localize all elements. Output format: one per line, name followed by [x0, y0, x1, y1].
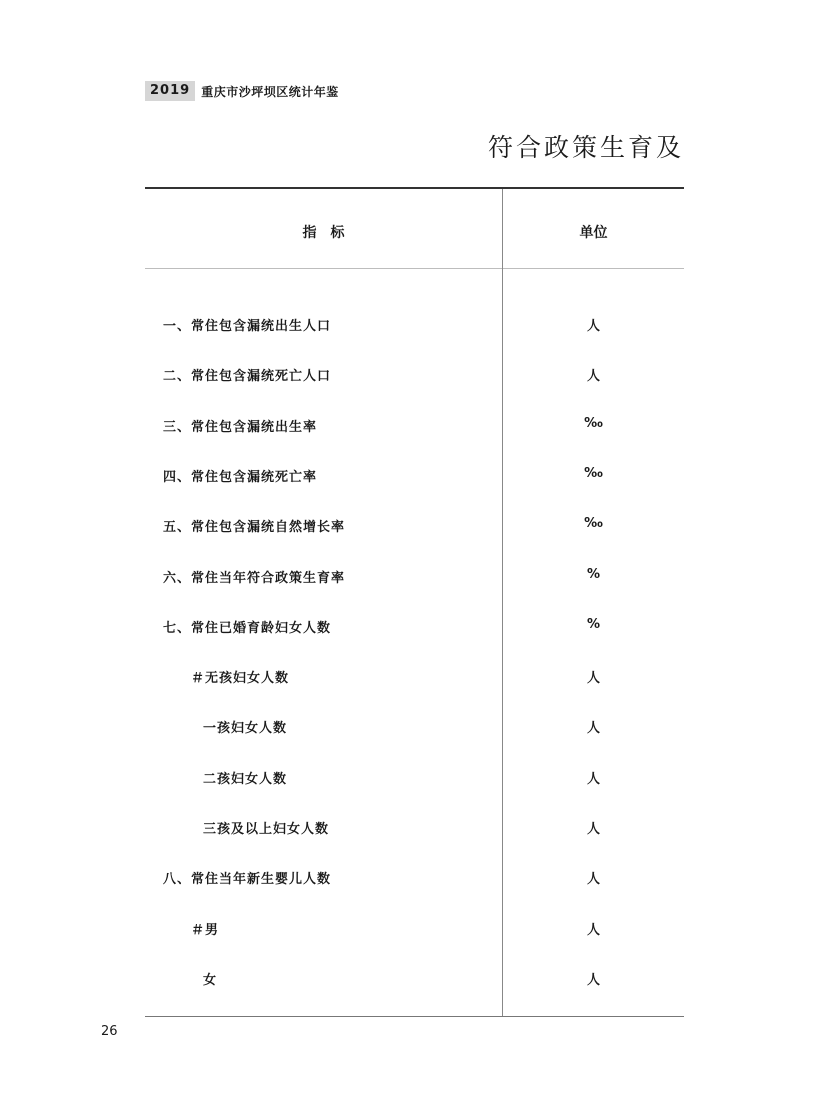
- table-top-rule: [145, 187, 684, 189]
- row-unit: ‰: [584, 415, 603, 431]
- table-row: [0, 466, 816, 488]
- table-row: [0, 667, 816, 689]
- row-unit: ‰: [584, 465, 603, 481]
- row-label: 女: [203, 972, 218, 988]
- row-label: 三孩及以上妇女人数: [203, 822, 330, 837]
- row-label: 六、常住当年符合政策生育率: [163, 570, 346, 586]
- table-row: [0, 516, 816, 538]
- table-row: [0, 365, 816, 387]
- table-row: [0, 617, 816, 639]
- page-number: 26: [101, 1024, 118, 1039]
- row-label: 一孩妇女人数: [203, 721, 288, 737]
- table-row: [0, 717, 816, 739]
- table-row: [0, 416, 816, 438]
- table-row: [0, 919, 816, 941]
- row-label: 五、常住包含漏统自然增长率: [163, 520, 346, 536]
- row-label: 八、常住当年新生婴儿人数: [163, 872, 332, 888]
- column-divider: [502, 189, 503, 1016]
- row-unit: 人: [586, 771, 600, 787]
- column-header-unit: 单位: [579, 225, 608, 241]
- row-label: 一、常住包含漏统出生人口: [163, 319, 332, 334]
- row-unit: 人: [586, 972, 600, 988]
- row-unit: 人: [586, 319, 600, 334]
- header-year: 2019: [145, 81, 195, 101]
- row-unit: %: [586, 566, 601, 582]
- table-row: [0, 315, 816, 337]
- table-row: [0, 768, 816, 790]
- row-label: ＃男: [191, 922, 220, 938]
- row-label: ＃无孩妇女人数: [191, 671, 290, 687]
- row-unit: 人: [586, 671, 600, 687]
- row-label: 四、常住包含漏统死亡率: [163, 469, 318, 485]
- row-label: 三、常住包含漏统出生率: [163, 419, 318, 435]
- page-title: 符合政策生育及: [487, 133, 684, 162]
- row-unit: %: [586, 616, 601, 632]
- table-row: [0, 969, 816, 991]
- row-unit: 人: [586, 822, 600, 837]
- running-header: [145, 81, 339, 101]
- table-row: [0, 567, 816, 589]
- row-unit: ‰: [584, 516, 603, 532]
- table-bottom-rule: [145, 1016, 684, 1017]
- row-unit: 人: [586, 872, 600, 888]
- row-label: 七、常住已婚育龄妇女人数: [163, 620, 332, 636]
- row-unit: 人: [586, 369, 600, 385]
- table-row: [0, 868, 816, 890]
- row-label: 二孩妇女人数: [203, 771, 288, 787]
- column-header-indicator: 指 标: [302, 225, 345, 241]
- row-label: 二、常住包含漏统死亡人口: [163, 369, 332, 385]
- row-unit: 人: [586, 922, 600, 938]
- row-unit: 人: [586, 721, 600, 737]
- table-row: [0, 818, 816, 840]
- table-header-rule: [145, 268, 684, 269]
- header-book-title: 重庆市沙坪坝区统计年鉴: [201, 84, 339, 99]
